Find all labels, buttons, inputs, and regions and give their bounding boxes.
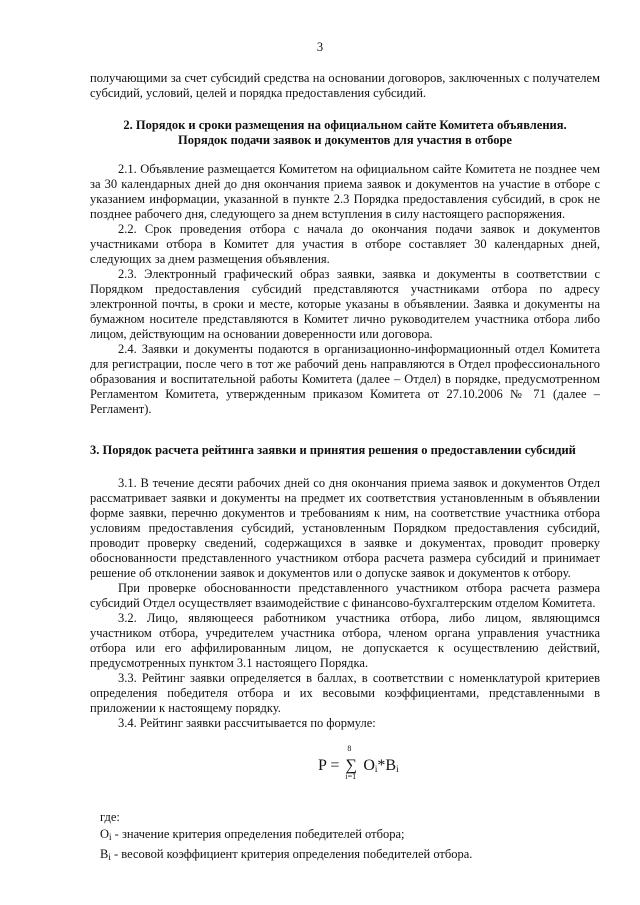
legend-b-index: i [108,852,111,862]
paragraph-2-4: 2.4. Заявки и документы подаются в организационно-информационный отдел Комитета для регистрации, после чего в тот же рабочий день направляются в Отдел профессионального образования и воспитательной работы Комитета (далее – Отдел) в порядке, предусмотренном Регламентом Комитета, утвержденным приказом Комитета от 27.10.2006 № 71 (далее – Регламент). [90,342,600,416]
formula-equals: = [330,757,340,774]
paragraph-2-3: 2.3. Электронный графический образ заявки, заявка и документы в соответствии с Порядком предоставления субсидий представляются участниками отбора по адресу электронной почты, в сроки и месте, которые указаны в объявлении. Заявка и документы на бумажном носителе представляются в Комитет лично руководителем участника отбора либо лицом, действующим на основании доверенности или договора. [90,267,600,341]
legend-b-text: - весовой коэффициент критерия определения победителей отбора. [110,847,473,861]
legend-b-line [100,846,600,866]
formula-sum [343,744,359,781]
legend-o-index: i [109,832,112,842]
section-2-heading [90,118,600,148]
intro-paragraph: получающими за счет субсидий средства на основании договоров, заключенных с получателем субсидий, условий, целей и порядка предоставления субсидий. [90,71,600,100]
formula-sum-lower: i=1 [345,772,357,781]
paragraph-3-2: 3.2. Лицо, являющееся работником участника отбора, либо лицом, являющимся участником отбора, учредителем участника отбора, членом органа управления участника отбора или его аффилированным лицом, не допускается к осуществлению действий, предусмотренных пунктом 3.1 настоящего Порядка. [90,611,600,670]
section-2-heading-line-2: Порядок подачи заявок и документов для участия в отборе [178,133,512,147]
formula-legend [100,809,600,866]
legend-o-line [100,826,600,846]
rating-formula [318,744,399,781]
section-3-heading-text: 3. Порядок расчета рейтинга заявки и принятия решения о предоставлении субсидий [90,443,576,457]
formula-sigma: ∑ [345,757,358,774]
formula-b-index: i [396,764,399,774]
paragraph-3-1: 3.1. В течение десяти рабочих дней со дня окончания приема заявок и документов Отдел рассматривает заявки и документы на предмет их соответствия установленным в объявлении форме заявки, перечню документов и требованиям к ним, на соответствие участника отбора условиям предоставления субсидий, установленным Порядком предоставления субсидий, проводит проверку сведений, содержащихся в заявке и документах, проводит проверку обоснованности представленного участником отбора расчета размера субсидий и принимает решение об отклонении заявок и документов или о допуске заявок и документов к отбору. [90,476,600,580]
section-2-body [90,162,600,417]
legend-where: где: [100,810,120,824]
formula-o-index: i [374,764,378,774]
intro-text [90,71,600,101]
paragraph-2-1: 2.1. Объявление размещается Комитетом на официальном сайте Комитета не позднее чем за 30 календарных дней до дня окончания приема заявок и документов на участие в отборе с указанием информации, указанной в пункте 2.3 Порядка предоставления субсидий, в срок не позднее рабочего дня, следующего за днем вступления в силу настоящего распоряжения. [90,162,600,221]
paragraph-3-1b: При проверке обоснованности представленного участником отбора расчета размера субсидий Отдел осуществляет взаимодействие с финансово-бухгалтерским отделом Комитета. [90,581,600,610]
formula-o: O [363,757,375,774]
legend-o-symbol: O [100,827,110,841]
formula-multiply: * [377,757,386,774]
formula-lhs: P [318,757,327,774]
section-3-body [90,476,600,731]
section-2-heading-line-1: 2. Порядок и сроки размещения на официальном сайте Комитета объявления. [123,118,567,132]
paragraph-3-3: 3.3. Рейтинг заявки определяется в баллах, в соответствии с номенклатурой критериев определения победителя отбора и их весовыми коэффициентами, представленными в приложении к настоящему порядку. [90,671,600,715]
formula-sum-upper: 8 [347,744,352,753]
paragraph-2-2: 2.2. Срок проведения отбора с начала до окончания подачи заявок и документов участниками отбора в Комитет для участия в отборе составляет 30 календарных дней, следующих за днем размещения объявления. [90,222,600,266]
legend-o-text: - значение критерия определения победителей отбора; [111,827,405,841]
paragraph-3-4: 3.4. Рейтинг заявки рассчитывается по формуле: [118,716,376,730]
section-3-heading [90,443,600,458]
legend-b-symbol: B [100,847,109,861]
page-number: 3 [316,40,324,54]
formula-b: B [385,757,397,774]
